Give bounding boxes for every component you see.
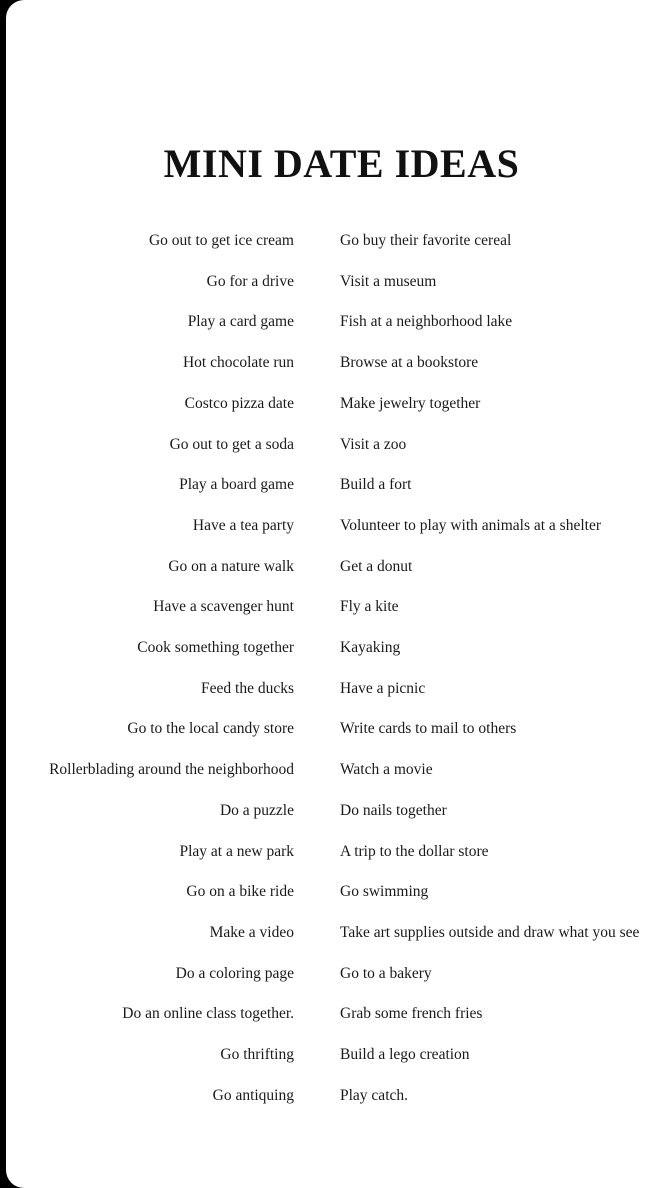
idea-row [0, 717, 667, 741]
right-idea-item: Watch a movie [340, 761, 433, 779]
right-idea-item: Kayaking [340, 639, 401, 656]
left-idea-item: Play a board game [179, 476, 294, 494]
left-idea-item: Go out to get a soda [169, 435, 294, 453]
right-idea-item: Take art supplies outside and draw what you see [340, 923, 640, 941]
right-idea-item: Fish at a neighborhood lake [340, 313, 513, 331]
right-idea-item: Go swimming [340, 883, 429, 901]
left-idea-item: Go for a drive [206, 272, 294, 290]
right-idea-item: Visit a museum [340, 272, 437, 290]
right-idea-item: Play catch. [340, 1086, 409, 1104]
right-idea-item: Go to a bakery [340, 964, 432, 982]
right-idea-item: Get a donut [340, 557, 413, 575]
idea-row [0, 677, 667, 701]
idea-row [0, 351, 667, 375]
left-idea-item: Hot chocolate run [182, 354, 294, 372]
right-idea-item: A trip to the dollar store [340, 842, 489, 860]
right-idea-item: Do nails together [340, 801, 447, 819]
idea-row [0, 1002, 667, 1026]
right-idea-item: Volunteer to play with animals at a shelter [340, 516, 601, 534]
right-idea-item: Grab some french fries [340, 1005, 483, 1023]
idea-row [0, 799, 667, 823]
right-idea-item: Browse at a bookstore [340, 354, 479, 372]
left-idea-item: Rollerblading around the neighborhood [49, 761, 294, 779]
right-idea-item: Fly a kite [340, 598, 399, 616]
right-idea-item: Go buy their favorite cereal [340, 232, 512, 249]
idea-row [0, 921, 667, 945]
left-idea-item: Go antiquing [212, 1086, 294, 1104]
idea-row [0, 433, 667, 457]
left-idea-item: Go out to get ice cream [148, 232, 294, 249]
idea-row [0, 310, 667, 334]
left-idea-item: Have a scavenger hunt [153, 598, 294, 616]
idea-row [0, 514, 667, 538]
left-idea-item: Play a card game [187, 313, 294, 331]
left-idea-item: Play at a new park [179, 842, 294, 860]
idea-row [0, 840, 667, 864]
left-idea-item: Go thrifting [220, 1046, 294, 1063]
left-idea-item: Do an online class together. [122, 1005, 294, 1023]
idea-row [0, 473, 667, 497]
left-idea-item: Costco pizza date [184, 394, 294, 412]
idea-row [0, 270, 667, 294]
page-title: MINI DATE IDEAS [163, 141, 520, 186]
idea-row [0, 1084, 667, 1108]
idea-row [0, 595, 667, 619]
left-idea-item: Make a video [209, 923, 294, 941]
left-idea-item: Go on a nature walk [168, 557, 294, 575]
idea-row [0, 1043, 667, 1067]
idea-row [0, 555, 667, 579]
idea-row [0, 758, 667, 782]
right-idea-item: Make jewelry together [340, 394, 481, 412]
idea-row [0, 229, 667, 253]
left-idea-item: Go to the local candy store [127, 720, 294, 738]
left-idea-item: Do a puzzle [219, 801, 294, 819]
idea-row [0, 880, 667, 904]
left-idea-item: Feed the ducks [201, 679, 294, 697]
left-idea-item: Do a coloring page [175, 964, 294, 982]
idea-row [0, 392, 667, 416]
right-idea-item: Build a lego creation [340, 1046, 470, 1063]
left-idea-item: Go on a bike ride [186, 883, 294, 901]
left-idea-item: Have a tea party [192, 516, 294, 534]
idea-row [0, 636, 667, 660]
right-idea-item: Have a picnic [340, 679, 426, 697]
right-idea-item: Build a fort [340, 476, 412, 494]
right-idea-item: Write cards to mail to others [340, 720, 517, 738]
left-idea-item: Cook something together [137, 639, 294, 656]
idea-row [0, 962, 667, 986]
right-idea-item: Visit a zoo [340, 435, 407, 453]
